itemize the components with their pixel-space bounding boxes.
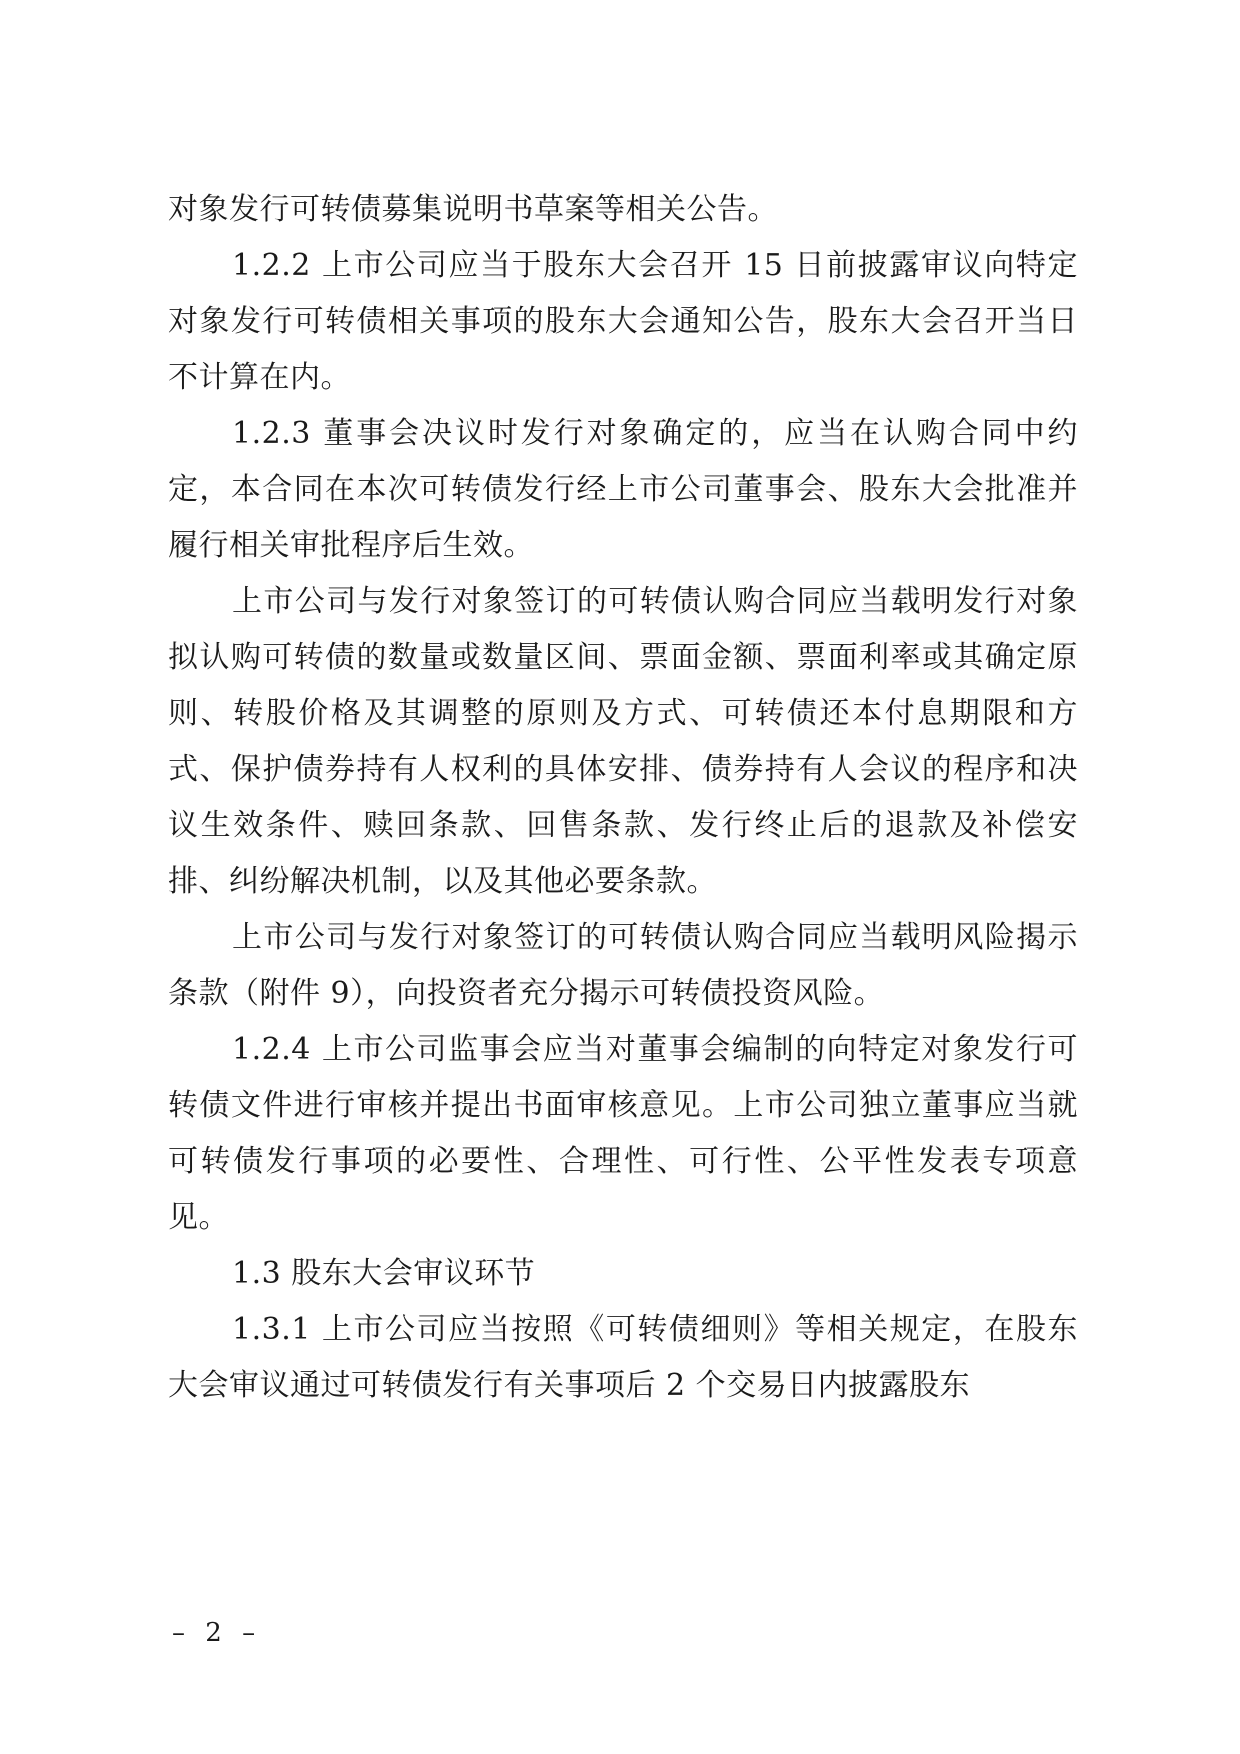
paragraph-7: 1.3.1 上市公司应当按照《可转债细则》等相关规定，在股东大会审议通过可转债发行有关事项后 2 个交易日内披露股东: [168, 1312, 1078, 1403]
section-heading-1-3: 1.3 股东大会审议环节: [232, 1256, 536, 1291]
paragraph-2: 1.2.3 董事会决议时发行对象确定的，应当在认购合同中约定，本合同在本次可转债发行经上市公司董事会、股东大会批准并履行相关审批程序后生效。: [168, 416, 1078, 563]
body-text: [168, 182, 1078, 1414]
paragraph-3: 上市公司与发行对象签订的可转债认购合同应当载明发行对象拟认购可转债的数量或数量区间、票面金额、票面利率或其确定原则、转股价格及其调整的原则及方式、可转债还本付息期限和方式、保护债券持有人权利的具体安排、债券持有人会议的程序和决议生效条件、赎回条款、回售条款、发行终止后的退款及补偿安排、纠纷解决机制，以及其他必要条款。: [168, 584, 1078, 899]
paragraph-5: 1.2.4 上市公司监事会应当对董事会编制的向特定对象发行可转债文件进行审核并提出书面审核意见。上市公司独立董事应当就可转债发行事项的必要性、合理性、可行性、公平性发表专项意见。: [168, 1032, 1078, 1235]
paragraph-1: 1.2.2 上市公司应当于股东大会召开 15 日前披露审议向特定对象发行可转债相关事项的股东大会通知公告，股东大会召开当日不计算在内。: [168, 248, 1078, 395]
paragraph-0: 对象发行可转债募集说明书草案等相关公告。: [168, 192, 778, 227]
page-number: – 2 –: [172, 1618, 262, 1648]
paragraph-4: 上市公司与发行对象签订的可转债认购合同应当载明风险揭示条款（附件 9），向投资者充分揭示可转债投资风险。: [168, 920, 1078, 1011]
